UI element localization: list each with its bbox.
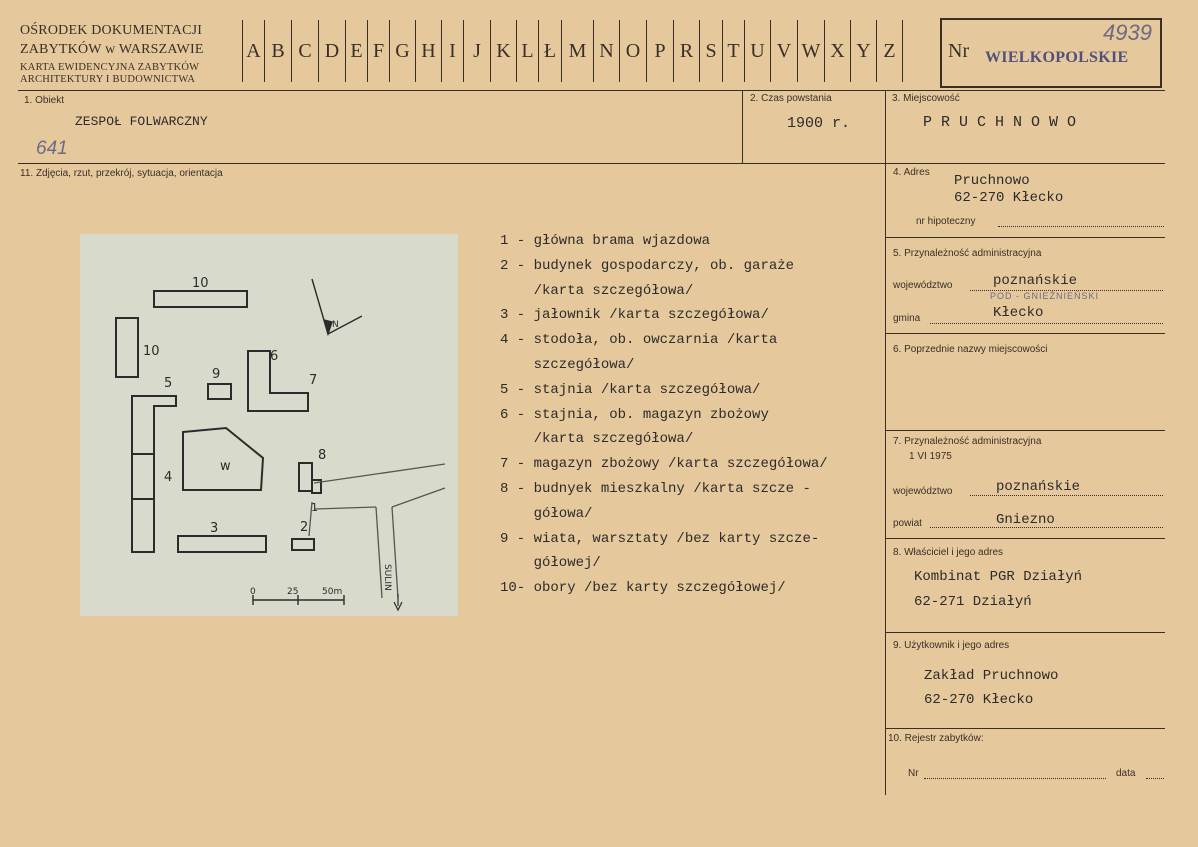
nr-label: Nr xyxy=(948,40,970,62)
legend-line: 3 - jałownik /karta szczegółowa/ xyxy=(500,307,769,324)
wojewodztwo1-label: województwo xyxy=(893,280,953,291)
letter-index xyxy=(242,20,903,82)
gmina-line xyxy=(930,323,1163,324)
legend-line: szczegółowa/ xyxy=(500,356,635,373)
letter-index-19: T xyxy=(723,20,745,82)
letter-index-0: A xyxy=(243,20,265,82)
plan-label-8: 8 xyxy=(318,448,327,463)
divider xyxy=(885,430,1165,431)
divider xyxy=(885,333,1165,334)
legend-line: 6 - stajnia, ob. magazyn zbożowy xyxy=(500,406,769,423)
letter-index-10: K xyxy=(491,20,517,82)
obiekt-label: 1. Obiekt xyxy=(24,95,65,106)
letter-index-11: L xyxy=(517,20,539,82)
letter-index-8: I xyxy=(442,20,464,82)
divider xyxy=(885,237,1165,238)
uzytkownik-line1: Zakład Pruchnowo xyxy=(924,668,1059,684)
site-plan xyxy=(80,234,460,616)
wlasciciel-line1: Kombinat PGR Działyń xyxy=(914,569,1083,585)
north-label: N xyxy=(332,320,339,330)
scale-label-0: 0 xyxy=(250,587,256,597)
letter-index-23: X xyxy=(825,20,851,82)
letter-index-2: C xyxy=(292,20,319,82)
wojewodztwo2-value: poznańskie xyxy=(996,479,1081,495)
przynaleznosc1-label: 5. Przynależność administracyjna xyxy=(893,248,1042,259)
letter-index-6: G xyxy=(390,20,416,82)
legend-line: gółowej/ xyxy=(500,555,601,572)
plan-label-6: 6 xyxy=(270,349,279,364)
divider xyxy=(742,90,743,163)
letter-index-20: U xyxy=(745,20,771,82)
letter-index-25: Z xyxy=(877,20,903,82)
plan-label-10b: 10 xyxy=(143,344,160,359)
legend-line: 7 - magazyn zbożowy /karta szczegółowa/ xyxy=(500,456,828,473)
rejestr-nr-line xyxy=(924,778,1106,779)
obiekt-hand-note: 641 xyxy=(36,138,68,159)
road-label: SULIN xyxy=(382,564,392,591)
hipoteczny-label: nr hipoteczny xyxy=(916,216,976,227)
letter-index-24: Y xyxy=(851,20,877,82)
legend-line: /karta szczegółowa/ xyxy=(500,431,694,448)
legend-line: 2 - budynek gospodarczy, ob. garaże xyxy=(500,257,795,274)
przynaleznosc2-date: 1 VI 1975 xyxy=(909,451,952,462)
plan-legend xyxy=(500,229,828,601)
letter-index-17: R xyxy=(674,20,700,82)
obiekt-value: ZESPOŁ FOLWARCZNY xyxy=(75,114,208,129)
letter-index-3: D xyxy=(319,20,346,82)
wlasciciel-line2: 62-271 Działyń xyxy=(914,594,1032,610)
legend-line: 5 - stajnia /karta szczegółowa/ xyxy=(500,381,761,398)
wojewodztwo1-value: poznańskie xyxy=(993,273,1078,289)
legend-line: 4 - stodoła, ob. owczarnia /karta xyxy=(500,332,778,349)
divider xyxy=(885,90,886,795)
institution-line1: OŚRODEK DOKUMENTACJI xyxy=(20,23,203,38)
hipoteczny-line xyxy=(998,226,1164,227)
rejestr-nr-label: Nr xyxy=(908,768,919,779)
legend-line: gółowa/ xyxy=(500,505,593,522)
plan-label-9: 9 xyxy=(212,367,221,382)
letter-index-14: N xyxy=(594,20,620,82)
plan-label-1: 1 xyxy=(311,501,318,514)
letter-index-1: B xyxy=(265,20,292,82)
plan-label-10a: 10 xyxy=(192,276,209,291)
wojewodztwo2-line xyxy=(970,495,1163,496)
przynaleznosc2-label: 7. Przynależność administracyjna xyxy=(893,436,1042,447)
divider xyxy=(18,90,1165,91)
card-type-line2: ARCHITEKTURY I BUDOWNICTWA xyxy=(20,74,196,85)
legend-line: /karta szczegółowa/ xyxy=(500,282,694,299)
powiat-line xyxy=(930,527,1163,528)
scale-label-25: 25 xyxy=(287,587,299,597)
plan-paper xyxy=(80,234,458,616)
plan-label-2: 2 xyxy=(300,520,309,535)
letter-index-12: Ł xyxy=(539,20,562,82)
gmina-value: Kłecko xyxy=(993,305,1044,321)
plan-label-4: 4 xyxy=(164,470,173,485)
plan-label-3: 3 xyxy=(210,521,219,536)
card-type-line1: KARTA EWIDENCYJNA ZABYTKÓW xyxy=(20,62,200,73)
adres-line1: Pruchnowo xyxy=(954,173,1030,189)
plan-label-w: w xyxy=(220,459,231,474)
legend-line: 8 - budnyek mieszkalny /karta szcze - xyxy=(500,480,811,497)
letter-index-21: V xyxy=(771,20,798,82)
wlasciciel-label: 8. Właściciel i jego adres xyxy=(893,547,1004,558)
divider xyxy=(18,163,1165,164)
letter-index-4: E xyxy=(346,20,368,82)
divider xyxy=(885,538,1165,539)
letter-index-22: W xyxy=(798,20,825,82)
uzytkownik-line2: 62-270 Kłecko xyxy=(924,692,1034,708)
institution-line2: ZABYTKÓW w WARSZAWIE xyxy=(20,42,204,57)
letter-index-5: F xyxy=(368,20,390,82)
legend-line: 10- obory /bez karty szczegółowej/ xyxy=(500,580,786,597)
rejestr-data-line xyxy=(1146,778,1164,779)
legend-line: 1 - główna brama wjazdowa xyxy=(500,233,711,249)
letter-index-7: H xyxy=(416,20,442,82)
region-stamp: WIELKOPOLSKIE xyxy=(985,49,1129,66)
miejscowosc-value: P R U C H N O W O xyxy=(923,114,1077,131)
letter-index-18: S xyxy=(700,20,723,82)
handwritten-number: 4939 xyxy=(1103,20,1152,45)
letter-index-16: P xyxy=(647,20,674,82)
rejestr-label: 10. Rejestr zabytków: xyxy=(888,733,984,744)
divider xyxy=(885,728,1165,729)
gmina-label: gmina xyxy=(893,313,921,324)
adres-line2: 62-270 Kłecko xyxy=(954,190,1064,206)
poprzednie-label: 6. Poprzednie nazwy miejscowości xyxy=(893,344,1048,355)
divider xyxy=(885,632,1165,633)
powiat-value: Gniezno xyxy=(996,512,1055,528)
rejestr-data-label: data xyxy=(1116,768,1136,779)
wojewodztwo2-label: województwo xyxy=(893,486,953,497)
czas-label: 2. Czas powstania xyxy=(750,93,832,104)
zdjecia-label: 11. Zdjęcia, rzut, przekrój, sytuacja, orientacja xyxy=(20,168,223,179)
letter-index-9: J xyxy=(464,20,491,82)
adres-label: 4. Adres xyxy=(893,167,930,178)
plan-label-7: 7 xyxy=(309,373,318,388)
letter-index-15: O xyxy=(620,20,647,82)
powiat-label: powiat xyxy=(893,518,922,529)
plan-label-5: 5 xyxy=(164,376,173,391)
miejscowosc-label: 3. Miejscowość xyxy=(892,93,960,104)
uzytkownik-label: 9. Użytkownik i jego adres xyxy=(893,640,1010,651)
scale-label-50: 50m xyxy=(322,587,343,597)
czas-value: 1900 r. xyxy=(787,115,851,132)
wojewodztwo1-hand: POD - GNIEŹNIEŃSKI xyxy=(990,291,1100,301)
letter-index-13: M xyxy=(562,20,594,82)
legend-line: 9 - wiata, warsztaty /bez karty szcze- xyxy=(500,530,820,547)
